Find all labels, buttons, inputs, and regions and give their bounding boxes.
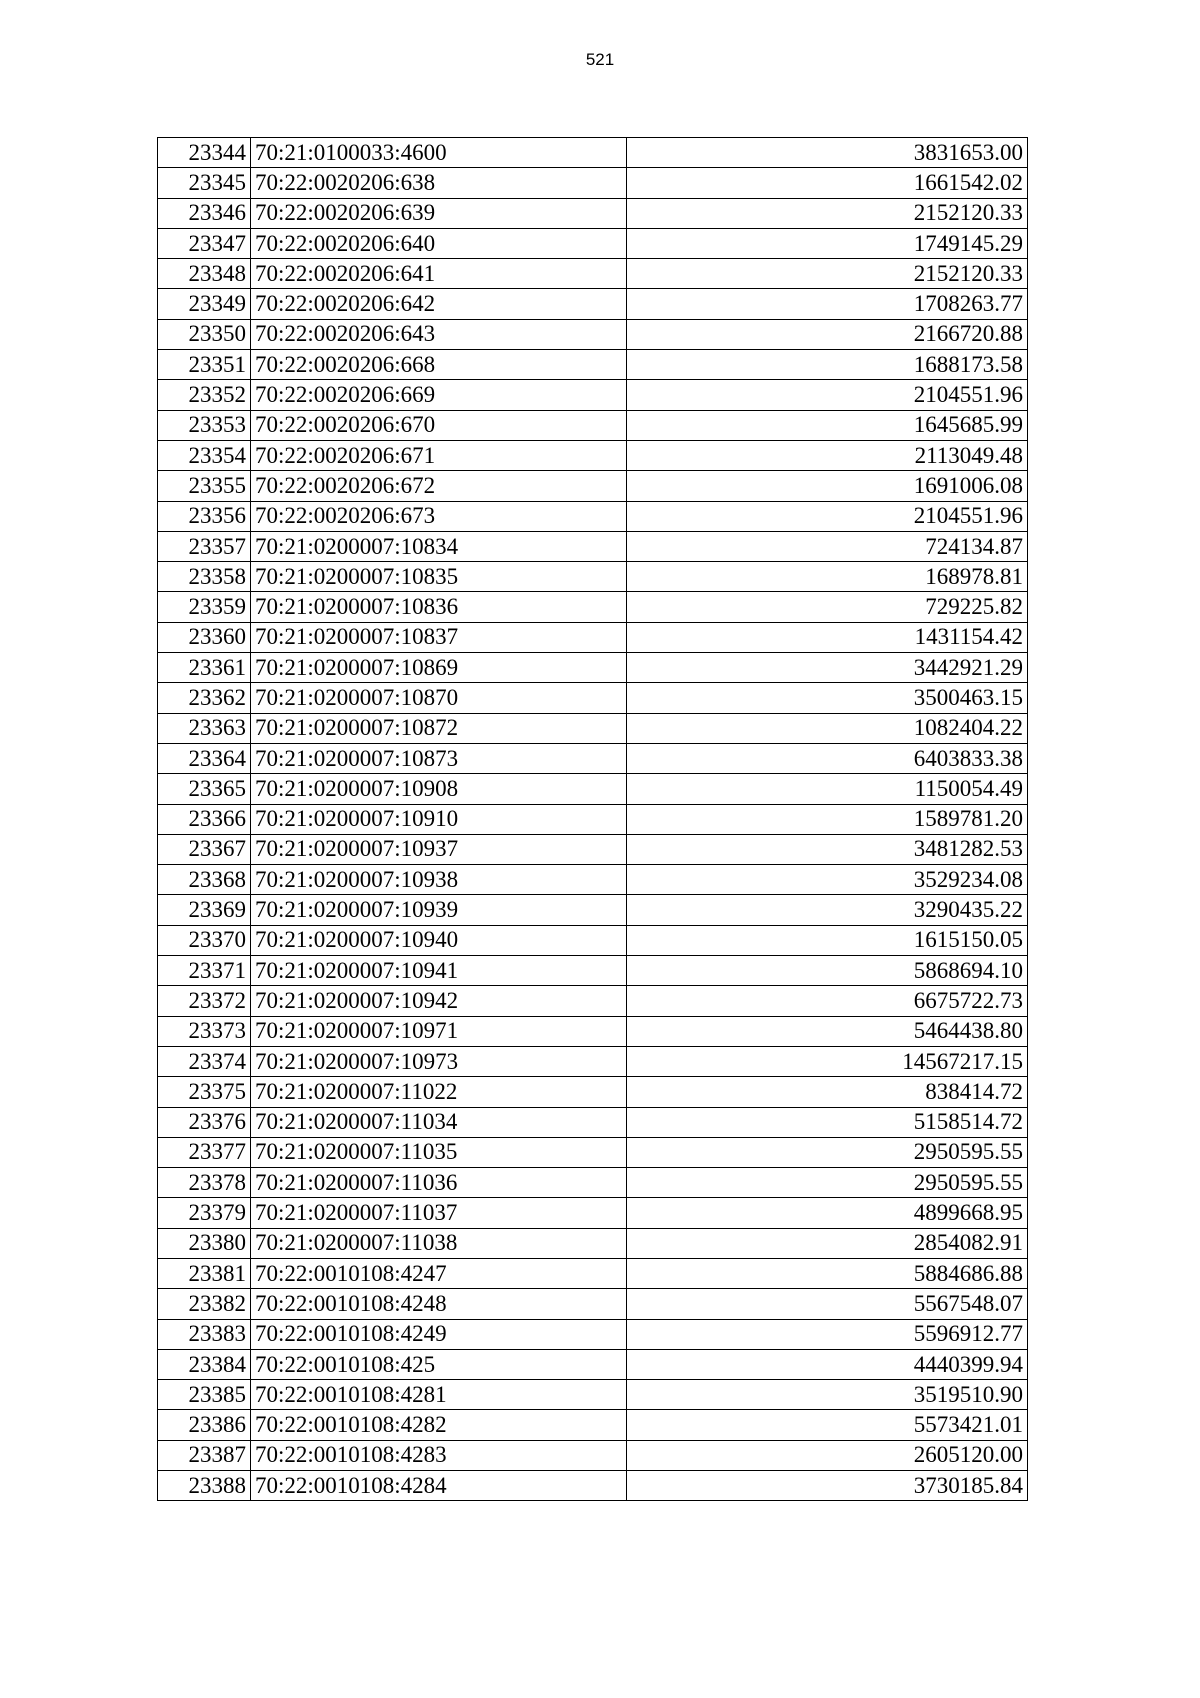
- cadastral-number-cell: 70:21:0200007:11038: [251, 1228, 627, 1258]
- table-row: [158, 865, 1028, 895]
- cadastral-number-cell: 70:22:0020206:673: [251, 501, 627, 531]
- cadastral-value-cell: 2152120.33: [627, 259, 1028, 289]
- cadastral-value-cell: 5567548.07: [627, 1289, 1028, 1319]
- cadastral-value-cell: 5158514.72: [627, 1107, 1028, 1137]
- cadastral-value-cell: 5596912.77: [627, 1319, 1028, 1349]
- table-row: [158, 531, 1028, 561]
- row-number-cell: 23385: [158, 1380, 251, 1410]
- table-row: [158, 895, 1028, 925]
- cadastral-value-cell: 2104551.96: [627, 380, 1028, 410]
- table-row: [158, 501, 1028, 531]
- row-number-cell: 23353: [158, 410, 251, 440]
- table-row: [158, 1228, 1028, 1258]
- cadastral-number-cell: 70:21:0200007:10971: [251, 1016, 627, 1046]
- cadastral-number-cell: 70:21:0200007:10942: [251, 986, 627, 1016]
- cadastral-value-cell: 729225.82: [627, 592, 1028, 622]
- cadastral-number-cell: 70:22:0010108:4281: [251, 1380, 627, 1410]
- cadastral-value-cell: 1150054.49: [627, 774, 1028, 804]
- cadastral-value-cell: 3519510.90: [627, 1380, 1028, 1410]
- row-number-cell: 23346: [158, 198, 251, 228]
- cadastral-value-cell: 3442921.29: [627, 653, 1028, 683]
- cadastral-value-cell: 2113049.48: [627, 440, 1028, 470]
- cadastral-value-cell: 2166720.88: [627, 319, 1028, 349]
- cadastral-value-cell: 3730185.84: [627, 1471, 1028, 1501]
- row-number-cell: 23354: [158, 440, 251, 470]
- cadastral-value-cell: 724134.87: [627, 531, 1028, 561]
- table-row: [158, 138, 1028, 168]
- cadastral-number-cell: 70:21:0200007:10940: [251, 925, 627, 955]
- row-number-cell: 23380: [158, 1228, 251, 1258]
- row-number-cell: 23364: [158, 743, 251, 773]
- cadastral-number-cell: 70:21:0200007:11036: [251, 1168, 627, 1198]
- table-row: [158, 1289, 1028, 1319]
- cadastral-number-cell: 70:21:0200007:10837: [251, 622, 627, 652]
- row-number-cell: 23349: [158, 289, 251, 319]
- table-row: [158, 1198, 1028, 1228]
- row-number-cell: 23387: [158, 1440, 251, 1470]
- cadastral-value-cell: 1708263.77: [627, 289, 1028, 319]
- table-row: [158, 1349, 1028, 1379]
- cadastral-number-cell: 70:21:0200007:11022: [251, 1077, 627, 1107]
- row-number-cell: 23352: [158, 380, 251, 410]
- row-number-cell: 23373: [158, 1016, 251, 1046]
- row-number-cell: 23372: [158, 986, 251, 1016]
- table-row: [158, 1077, 1028, 1107]
- cadastral-value-cell: 2854082.91: [627, 1228, 1028, 1258]
- row-number-cell: 23379: [158, 1198, 251, 1228]
- table-row: [158, 592, 1028, 622]
- cadastral-value-cell: 6403833.38: [627, 743, 1028, 773]
- table-row: [158, 562, 1028, 592]
- row-number-cell: 23386: [158, 1410, 251, 1440]
- row-number-cell: 23365: [158, 774, 251, 804]
- table-row: [158, 1016, 1028, 1046]
- cadastral-number-cell: 70:22:0010108:4282: [251, 1410, 627, 1440]
- row-number-cell: 23363: [158, 713, 251, 743]
- table-row: [158, 1319, 1028, 1349]
- cadastral-value-cell: 3500463.15: [627, 683, 1028, 713]
- row-number-cell: 23356: [158, 501, 251, 531]
- cadastral-number-cell: 70:22:0020206:668: [251, 350, 627, 380]
- row-number-cell: 23377: [158, 1137, 251, 1167]
- cadastral-value-cell: 1589781.20: [627, 804, 1028, 834]
- table-row: [158, 198, 1028, 228]
- cadastral-number-cell: 70:21:0200007:10834: [251, 531, 627, 561]
- table-row: [158, 713, 1028, 743]
- table-row: [158, 1107, 1028, 1137]
- cadastral-value-cell: 1431154.42: [627, 622, 1028, 652]
- cadastral-number-cell: 70:21:0200007:10937: [251, 834, 627, 864]
- cadastral-number-cell: 70:21:0200007:10873: [251, 743, 627, 773]
- cadastral-number-cell: 70:22:0010108:425: [251, 1349, 627, 1379]
- row-number-cell: 23381: [158, 1258, 251, 1288]
- row-number-cell: 23367: [158, 834, 251, 864]
- cadastral-value-cell: 14567217.15: [627, 1046, 1028, 1076]
- row-number-cell: 23350: [158, 319, 251, 349]
- cadastral-value-cell: 2605120.00: [627, 1440, 1028, 1470]
- table-row: [158, 1471, 1028, 1501]
- cadastral-number-cell: 70:21:0200007:11037: [251, 1198, 627, 1228]
- row-number-cell: 23358: [158, 562, 251, 592]
- table-row: [158, 1440, 1028, 1470]
- table-row: [158, 440, 1028, 470]
- cadastral-value-cell: 2104551.96: [627, 501, 1028, 531]
- cadastral-number-cell: 70:21:0200007:10939: [251, 895, 627, 925]
- cadastral-value-cell: 3529234.08: [627, 865, 1028, 895]
- cadastral-number-cell: 70:22:0020206:672: [251, 471, 627, 501]
- row-number-cell: 23371: [158, 956, 251, 986]
- cadastral-number-cell: 70:22:0010108:4283: [251, 1440, 627, 1470]
- cadastral-value-cell: 2152120.33: [627, 198, 1028, 228]
- cadastral-number-cell: 70:22:0020206:670: [251, 410, 627, 440]
- cadastral-number-cell: 70:21:0200007:11034: [251, 1107, 627, 1137]
- cadastral-number-cell: 70:22:0010108:4284: [251, 1471, 627, 1501]
- cadastral-number-cell: 70:22:0020206:671: [251, 440, 627, 470]
- cadastral-value-cell: 2950595.55: [627, 1168, 1028, 1198]
- row-number-cell: 23361: [158, 653, 251, 683]
- cadastral-value-cell: 5884686.88: [627, 1258, 1028, 1288]
- cadastral-value-cell: 3831653.00: [627, 138, 1028, 168]
- cadastral-number-cell: 70:22:0020206:669: [251, 380, 627, 410]
- cadastral-number-cell: 70:21:0200007:10836: [251, 592, 627, 622]
- cadastral-number-cell: 70:22:0020206:639: [251, 198, 627, 228]
- cadastral-number-cell: 70:22:0010108:4249: [251, 1319, 627, 1349]
- cadastral-number-cell: 70:21:0200007:10835: [251, 562, 627, 592]
- table-row: [158, 168, 1028, 198]
- table-row: [158, 1046, 1028, 1076]
- cadastral-value-cell: 1749145.29: [627, 228, 1028, 258]
- table-row: [158, 350, 1028, 380]
- table-row: [158, 289, 1028, 319]
- row-number-cell: 23344: [158, 138, 251, 168]
- cadastral-number-cell: 70:22:0010108:4247: [251, 1258, 627, 1288]
- table-row: [158, 471, 1028, 501]
- cadastral-value-cell: 1691006.08: [627, 471, 1028, 501]
- table-row: [158, 380, 1028, 410]
- cadastral-value-cell: 5573421.01: [627, 1410, 1028, 1440]
- cadastral-value-cell: 6675722.73: [627, 986, 1028, 1016]
- table-row: [158, 1380, 1028, 1410]
- cadastral-value-cell: 1688173.58: [627, 350, 1028, 380]
- cadastral-number-cell: 70:21:0200007:10872: [251, 713, 627, 743]
- row-number-cell: 23388: [158, 1471, 251, 1501]
- cadastral-number-cell: 70:21:0200007:10869: [251, 653, 627, 683]
- row-number-cell: 23376: [158, 1107, 251, 1137]
- page-number: 521: [585, 50, 615, 69]
- row-number-cell: 23369: [158, 895, 251, 925]
- cadastral-value-cell: 1661542.02: [627, 168, 1028, 198]
- row-number-cell: 23383: [158, 1319, 251, 1349]
- cadastral-number-cell: 70:21:0200007:10908: [251, 774, 627, 804]
- row-number-cell: 23366: [158, 804, 251, 834]
- cadastral-number-cell: 70:22:0020206:638: [251, 168, 627, 198]
- row-number-cell: 23345: [158, 168, 251, 198]
- cadastral-value-table: [157, 137, 1028, 1501]
- cadastral-number-cell: 70:21:0200007:10870: [251, 683, 627, 713]
- table-row: [158, 956, 1028, 986]
- cadastral-value-cell: 1645685.99: [627, 410, 1028, 440]
- table-row: [158, 1168, 1028, 1198]
- table-row: [158, 834, 1028, 864]
- cadastral-number-cell: 70:21:0200007:10973: [251, 1046, 627, 1076]
- cadastral-number-cell: 70:21:0200007:11035: [251, 1137, 627, 1167]
- row-number-cell: 23370: [158, 925, 251, 955]
- table-row: [158, 986, 1028, 1016]
- cadastral-number-cell: 70:22:0020206:642: [251, 289, 627, 319]
- cadastral-value-cell: 3290435.22: [627, 895, 1028, 925]
- row-number-cell: 23378: [158, 1168, 251, 1198]
- cadastral-value-cell: 5464438.80: [627, 1016, 1028, 1046]
- cadastral-number-cell: 70:22:0020206:640: [251, 228, 627, 258]
- cadastral-number-cell: 70:21:0200007:10941: [251, 956, 627, 986]
- row-number-cell: 23384: [158, 1349, 251, 1379]
- table-row: [158, 804, 1028, 834]
- cadastral-number-cell: 70:21:0100033:4600: [251, 138, 627, 168]
- table-row: [158, 653, 1028, 683]
- cadastral-value-cell: 3481282.53: [627, 834, 1028, 864]
- table-row: [158, 410, 1028, 440]
- row-number-cell: 23362: [158, 683, 251, 713]
- row-number-cell: 23357: [158, 531, 251, 561]
- cadastral-value-cell: 1615150.05: [627, 925, 1028, 955]
- table-body: [158, 138, 1028, 1501]
- table-row: [158, 925, 1028, 955]
- row-number-cell: 23347: [158, 228, 251, 258]
- table-row: [158, 683, 1028, 713]
- table-row: [158, 1258, 1028, 1288]
- row-number-cell: 23375: [158, 1077, 251, 1107]
- cadastral-value-cell: 168978.81: [627, 562, 1028, 592]
- cadastral-value-cell: 1082404.22: [627, 713, 1028, 743]
- cadastral-number-cell: 70:21:0200007:10910: [251, 804, 627, 834]
- table-row: [158, 228, 1028, 258]
- cadastral-number-cell: 70:22:0010108:4248: [251, 1289, 627, 1319]
- table-row: [158, 1137, 1028, 1167]
- row-number-cell: 23351: [158, 350, 251, 380]
- table-row: [158, 622, 1028, 652]
- table-row: [158, 774, 1028, 804]
- cadastral-value-cell: 838414.72: [627, 1077, 1028, 1107]
- row-number-cell: 23368: [158, 865, 251, 895]
- cadastral-value-cell: 4899668.95: [627, 1198, 1028, 1228]
- row-number-cell: 23359: [158, 592, 251, 622]
- cadastral-value-cell: 4440399.94: [627, 1349, 1028, 1379]
- cadastral-value-cell: 5868694.10: [627, 956, 1028, 986]
- row-number-cell: 23360: [158, 622, 251, 652]
- table-row: [158, 319, 1028, 349]
- row-number-cell: 23348: [158, 259, 251, 289]
- cadastral-number-cell: 70:22:0020206:643: [251, 319, 627, 349]
- cadastral-number-cell: 70:22:0020206:641: [251, 259, 627, 289]
- row-number-cell: 23374: [158, 1046, 251, 1076]
- cadastral-number-cell: 70:21:0200007:10938: [251, 865, 627, 895]
- table-row: [158, 1410, 1028, 1440]
- row-number-cell: 23355: [158, 471, 251, 501]
- row-number-cell: 23382: [158, 1289, 251, 1319]
- table-row: [158, 259, 1028, 289]
- cadastral-value-cell: 2950595.55: [627, 1137, 1028, 1167]
- table-row: [158, 743, 1028, 773]
